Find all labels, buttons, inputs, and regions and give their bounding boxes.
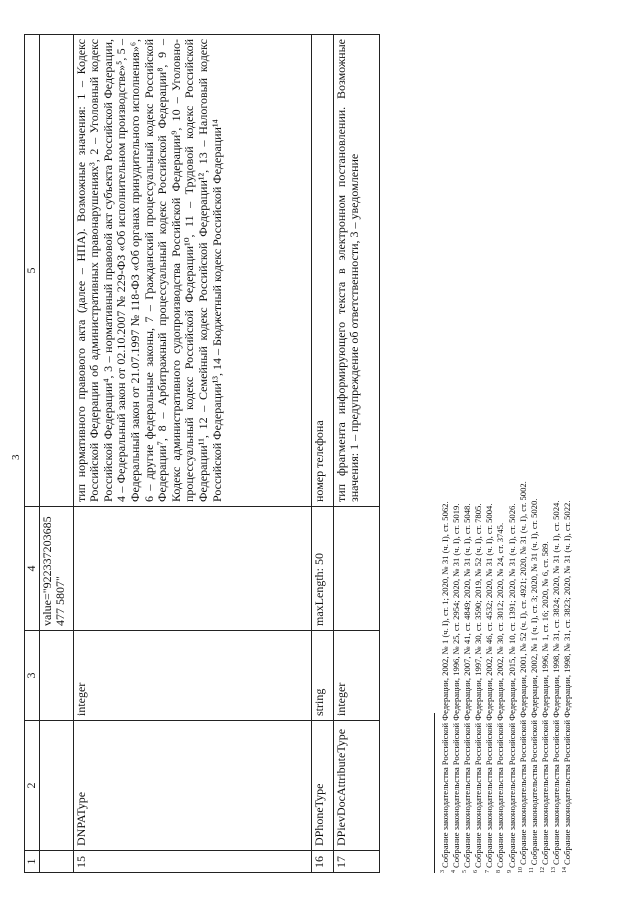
footnote-text: Собрание законодательства Российской Федерации, 2002, № 1 (ч. I), ст. 3; 2020, № 31 (ч. I), ст. 5020. xyxy=(528,498,539,866)
footnote xyxy=(484,273,495,873)
page-number: 3 xyxy=(10,454,22,460)
footnote-text: Собрание законодательства Российской Федерации, 1997, № 30, ст. 3590; 2019, № 52 (ч. I), ст. 7805. xyxy=(473,503,484,868)
table-row xyxy=(333,35,379,873)
row-type-name: DPhoneType xyxy=(311,721,333,851)
footnote-mark: 11 xyxy=(528,867,535,873)
row-constraint xyxy=(333,507,379,631)
table-header-row xyxy=(25,35,40,873)
header-cell: 4 xyxy=(25,507,40,631)
row-base-type: integer xyxy=(73,631,311,721)
row-number xyxy=(39,851,73,873)
footnote-mark: 8 xyxy=(495,870,502,873)
header-cell: 5 xyxy=(25,35,40,507)
row-base-type: integer xyxy=(333,631,379,721)
row-number: 17 xyxy=(333,851,379,873)
row-type-name: DNPAType xyxy=(73,721,311,851)
footnote-text: Собрание законодательства Российской Федерации, 2002, № 30, ст. 3012; 2020, № 24, ст. 3745. xyxy=(495,522,506,868)
footnote xyxy=(529,273,540,873)
footnotes xyxy=(440,273,573,873)
footnote xyxy=(507,273,518,873)
footnote-text: Собрание законодательства Российской Федерации, 1998, № 31, ст. 3823; 2020, № 31 (ч. I), ст. 5022. xyxy=(562,500,573,865)
footnote xyxy=(473,273,484,873)
header-cell: 3 xyxy=(25,631,40,721)
footnote-text: Собрание законодательства Российской Федерации, 2007, № 41, ст. 4849; 2020, № 31 (ч. I), ст. 5048. xyxy=(462,503,473,868)
footnote xyxy=(495,273,506,873)
footnote-mark: 12 xyxy=(539,867,546,873)
table-row xyxy=(311,35,333,873)
row-type-name: DPievDocAttributeType xyxy=(333,721,379,851)
row-description: номер телефона xyxy=(311,35,333,507)
footnote-text: Собрание законодательства Российской Федерации, 2001, № 52 (ч. I), ст. 4921; 2020, № 31 (ч. I), ст. 5002. xyxy=(517,481,528,865)
row-description: тип нормативного правового акта (далее – НПА). Возможные значения: 1 – Кодекс Российской Федерации об административных правонарушениях³, 2 – Уголовный кодекс Российской Федерации⁴, 3 – нормативный правовой акт субъекта Российской Федерации, 4 – Федеральный закон от 02.10.2007 № 229-ФЗ «Об исполнительном производстве»⁵, 5 – Федеральный закон от 21.07.1997 № 118-ФЗ «Об органах принудительного исполнения»⁶, 6 – другие федеральные законы, 7 – Гражданский процессуальный кодекс Российской Федерации⁷, 8 – Арбитражный процессуальный кодекс Российской Федерации⁸, 9 – Кодекс административного судопроизводства Российской Федерации⁹, 10 – Уголовно-процессуальный кодекс Российской Федерации¹⁰, 11 – Трудовой кодекс Российской Федерации¹¹, 12 – Семейный кодекс Российской Федерации¹², 13 – Налоговый кодекс Российской Федерации¹³, 14 – Бюджетный кодекс Российской Федерации¹⁴ xyxy=(73,35,311,507)
footnote xyxy=(551,273,562,873)
footnote xyxy=(462,273,473,873)
footnote xyxy=(440,273,451,873)
footnote xyxy=(562,273,573,873)
footnote-separator xyxy=(434,713,435,873)
footnote-mark: 14 xyxy=(562,867,569,873)
row-constraint: value="922337203685477 5807" xyxy=(39,507,73,631)
header-cell: 2 xyxy=(25,721,40,851)
row-base-type xyxy=(39,631,73,721)
row-constraint xyxy=(73,507,311,631)
row-base-type: string xyxy=(311,631,333,721)
table-row xyxy=(39,35,73,873)
footnote-text: Собрание законодательства Российской Федерации, 1996, № 1, ст. 16; 2020, № 6, ст. 589. xyxy=(539,541,550,865)
row-type-name xyxy=(39,721,73,851)
footnote-mark: 9 xyxy=(506,870,513,873)
footnote-mark: 6 xyxy=(473,870,480,873)
footnote-text: Собрание законодательства Российской Федерации, 1998, № 31, ст. 3824; 2020, № 31 (ч. I), ст. 5024. xyxy=(550,500,561,865)
footnote-mark: 5 xyxy=(462,870,469,873)
footnote-mark: 7 xyxy=(484,870,491,873)
row-description: тип фрагмента информирующего текста в электронном постановлении. Возможные значения: 1 – предупреждение об ответственности, 3 – уведомление xyxy=(333,35,379,507)
footnote xyxy=(451,273,462,873)
row-number: 15 xyxy=(73,851,311,873)
header-cell: 1 xyxy=(25,851,40,873)
footnote-text: Собрание законодательства Российской Федерации, 2002, № 46, ст. 4532; 2020, № 31 (ч. I), ст. 5004. xyxy=(484,503,495,868)
spec-table xyxy=(24,34,380,873)
footnote-mark: 3 xyxy=(440,870,447,873)
footnote-mark: 4 xyxy=(451,870,458,873)
footnote-mark: 10 xyxy=(517,867,524,873)
footnote xyxy=(518,273,529,873)
row-number: 16 xyxy=(311,851,333,873)
footnote-text: Собрание законодательства Российской Федерации, 1996, № 25, ст. 2954; 2020, № 31 (ч. I), ст. 5019. xyxy=(451,503,462,868)
footnote-text: Собрание законодательства Российской Федерации, 2002, № 1 (ч. I), ст. 1; 2020, № 31 (ч. I), ст. 5062. xyxy=(440,501,450,868)
row-description xyxy=(39,35,73,507)
footnote xyxy=(540,273,551,873)
footnote-text: Собрание законодательства Российской Федерации, 2015, № 10, ст. 1391; 2020, № 31 (ч. I), ст. 5026. xyxy=(506,503,517,868)
table-row xyxy=(73,35,311,873)
footnote-mark: 13 xyxy=(551,867,558,873)
row-constraint: maxLength: 50 xyxy=(311,507,333,631)
